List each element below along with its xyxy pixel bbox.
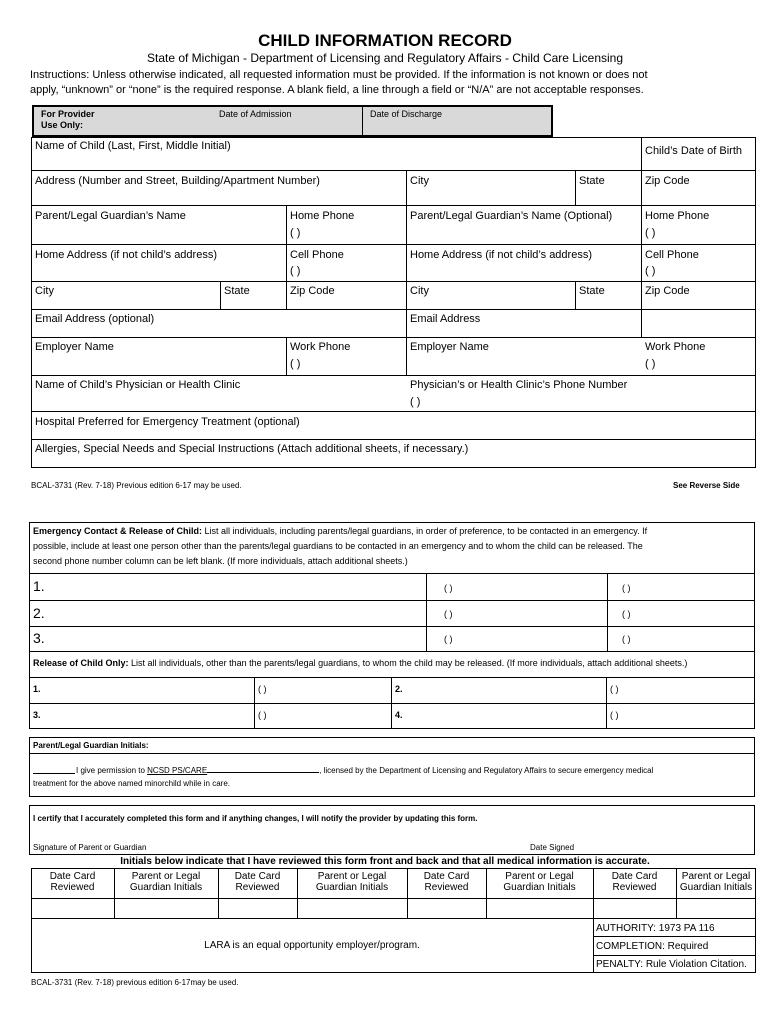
review-date-header-2: Date Card Reviewed xyxy=(234,871,281,893)
form-title: CHILD INFORMATION RECORD xyxy=(258,31,512,50)
permission-text: I give permission to NCSD PS/CARE , licensed by the Department of Licensing and Regulatory Affairs to secure emergency medical xyxy=(76,763,653,775)
guardian2-home-phone-field[interactable]: Home Phone xyxy=(645,210,710,222)
form-id-back: BCAL-3731 (Rev. 7-18) previous edition 6-17may be used. xyxy=(31,978,239,987)
guardian2-home-address-field[interactable]: Home Address (if not child’s address) xyxy=(410,249,592,261)
emergency-instructions-line1: Emergency Contact & Release of Child: List all individuals, including parents/legal guardians, in order of preference, to be contacted in an emergency. If xyxy=(33,526,648,536)
admission-date-field[interactable]: Date of Admission xyxy=(219,109,292,119)
completion-text: COMPLETION: Required xyxy=(596,941,709,952)
release-person-2[interactable]: 2. xyxy=(395,684,403,694)
review-date-header-3: Date Card Reviewed xyxy=(423,871,470,893)
guardian2-name-field[interactable]: Parent/Legal Guardian’s Name (Optional) xyxy=(410,210,613,222)
guardian1-city-field[interactable]: City xyxy=(35,285,54,297)
emergency-phone1-1[interactable]: ( ) xyxy=(444,583,453,593)
child-zip-field[interactable]: Zip Code xyxy=(645,175,690,187)
permission-text-line2: treatment for the above named minorchild while in care. xyxy=(33,779,230,788)
provider-label-1: For Provider xyxy=(41,109,95,119)
emergency-contact-2[interactable]: 2. xyxy=(33,605,45,621)
instructions-line1: Instructions: Unless otherwise indicated, all requested information must be provided. If the information is not known or does not xyxy=(30,69,648,81)
review-date-header-4: Date Card Reviewed xyxy=(611,871,658,893)
release-person-1[interactable]: 1. xyxy=(33,684,41,694)
review-initials-header-2: Parent or Legal Guardian Initials xyxy=(315,871,389,893)
child-city-field[interactable]: City xyxy=(410,175,429,187)
child-name-field[interactable]: Name of Child (Last, First, Middle Initial) xyxy=(35,140,231,152)
emergency-phone1-2[interactable]: ( ) xyxy=(444,609,453,619)
guardian2-city-field[interactable]: City xyxy=(410,285,429,297)
emergency-contact-3[interactable]: 3. xyxy=(33,630,45,646)
guardian1-zip-field[interactable]: Zip Code xyxy=(290,285,335,297)
review-initials-header-4: Parent or Legal Guardian Initials xyxy=(679,871,753,893)
authority-text: AUTHORITY: 1973 PA 116 xyxy=(596,923,715,934)
emergency-instructions-line3: second phone number column can be left blank. (If more individuals, attach additional sheets.) xyxy=(33,556,408,566)
guardian2-zip-field[interactable]: Zip Code xyxy=(645,285,690,297)
hospital-field[interactable]: Hospital Preferred for Emergency Treatment (optional) xyxy=(35,416,300,428)
allergies-field[interactable]: Allergies, Special Needs and Special Instructions (Attach additional sheets, if necessary.) xyxy=(35,443,469,455)
release-phone-2[interactable]: ( ) xyxy=(610,684,619,694)
form-subtitle: State of Michigan - Department of Licensing and Regulatory Affairs - Child Care Licensing xyxy=(146,51,624,65)
signature-field[interactable]: Signature of Parent or Guardian xyxy=(33,843,147,852)
guardian2-employer-field[interactable]: Employer Name xyxy=(410,341,489,353)
guardian1-employer-field[interactable]: Employer Name xyxy=(35,341,114,353)
child-address-field[interactable]: Address (Number and Street, Building/Apartment Number) xyxy=(35,175,320,187)
release-instructions: Release of Child Only: List all individuals, other than the parents/legal guardians, to whom the child may be released. (If more individuals, attach additional sheets.) xyxy=(33,658,688,668)
provider-name: NCSD PS/CARE xyxy=(147,766,208,775)
guardian2-work-phone-field[interactable]: Work Phone xyxy=(645,341,706,353)
penalty-text: PENALTY: Rule Violation Citation. xyxy=(596,959,747,970)
guardian1-state-field[interactable]: State xyxy=(224,285,250,297)
see-reverse-note: See Reverse Side xyxy=(673,481,740,490)
guardian1-home-address-field[interactable]: Home Address (if not child’s address) xyxy=(35,249,217,261)
guardian1-cell-phone-field[interactable]: Cell Phone xyxy=(290,249,344,261)
form-id-front: BCAL-3731 (Rev. 7-18) Previous edition 6-17 may be used. xyxy=(31,481,242,490)
date-signed-field[interactable]: Date Signed xyxy=(530,843,575,852)
guardian1-email-field[interactable]: Email Address (optional) xyxy=(35,313,155,325)
emergency-phone2-1[interactable]: ( ) xyxy=(622,583,631,593)
child-dob-field[interactable]: Child’s Date of Birth xyxy=(645,145,743,157)
physician-name-field[interactable]: Name of Child’s Physician or Health Clinic xyxy=(35,379,241,391)
guardian1-name-field[interactable]: Parent/Legal Guardian’s Name xyxy=(35,210,186,222)
provider-label-2: Use Only: xyxy=(41,120,84,130)
physician-phone-field[interactable]: Physician’s or Health Clinic’s Phone Number xyxy=(410,379,628,391)
review-heading: Initials below indicate that I have reviewed this form front and back and that all medical information is accurate. xyxy=(120,856,650,867)
guardian2-cell-phone-field[interactable]: Cell Phone xyxy=(645,249,699,261)
emergency-contact-1[interactable]: 1. xyxy=(33,578,45,594)
review-initials-header-1: Parent or Legal Guardian Initials xyxy=(129,871,203,893)
discharge-date-field[interactable]: Date of Discharge xyxy=(370,109,443,119)
review-initials-header-3: Parent or Legal Guardian Initials xyxy=(503,871,576,893)
emergency-instructions-line2: possible, include at least one person other than the parents/legal guardians to be contacted in an emergency and to whom the child can be released. The xyxy=(33,541,643,551)
certify-text: I certify that I accurately completed this form and if anything changes, I will notify the provider by updating this form. xyxy=(33,814,478,823)
emergency-phone2-3[interactable]: ( ) xyxy=(622,634,631,644)
guardian1-work-phone-field[interactable]: Work Phone xyxy=(290,341,351,353)
initials-heading: Parent/Legal Guardian Initials: xyxy=(33,741,149,750)
instructions-line2: apply, “unknown” or “none” is the required response. A blank field, a line through a field or “N/A” are not acceptable responses. xyxy=(30,84,644,96)
guardian2-state-field[interactable]: State xyxy=(579,285,605,297)
release-phone-4[interactable]: ( ) xyxy=(610,710,619,720)
lara-statement: LARA is an equal opportunity employer/program. xyxy=(204,940,420,951)
permission-initials-line[interactable] xyxy=(33,773,75,774)
child-state-field[interactable]: State xyxy=(579,175,605,187)
release-phone-3[interactable]: ( ) xyxy=(258,710,267,720)
provider-use-box xyxy=(32,105,553,137)
review-date-header-1: Date Card Reviewed xyxy=(49,871,96,893)
release-phone-1[interactable]: ( ) xyxy=(258,684,267,694)
release-person-3[interactable]: 3. xyxy=(33,710,41,720)
release-person-4[interactable]: 4. xyxy=(395,710,403,720)
emergency-phone1-3[interactable]: ( ) xyxy=(444,634,453,644)
guardian1-home-phone-field[interactable]: Home Phone xyxy=(290,210,355,222)
emergency-phone2-2[interactable]: ( ) xyxy=(622,609,631,619)
guardian2-email-field[interactable]: Email Address xyxy=(410,313,481,325)
